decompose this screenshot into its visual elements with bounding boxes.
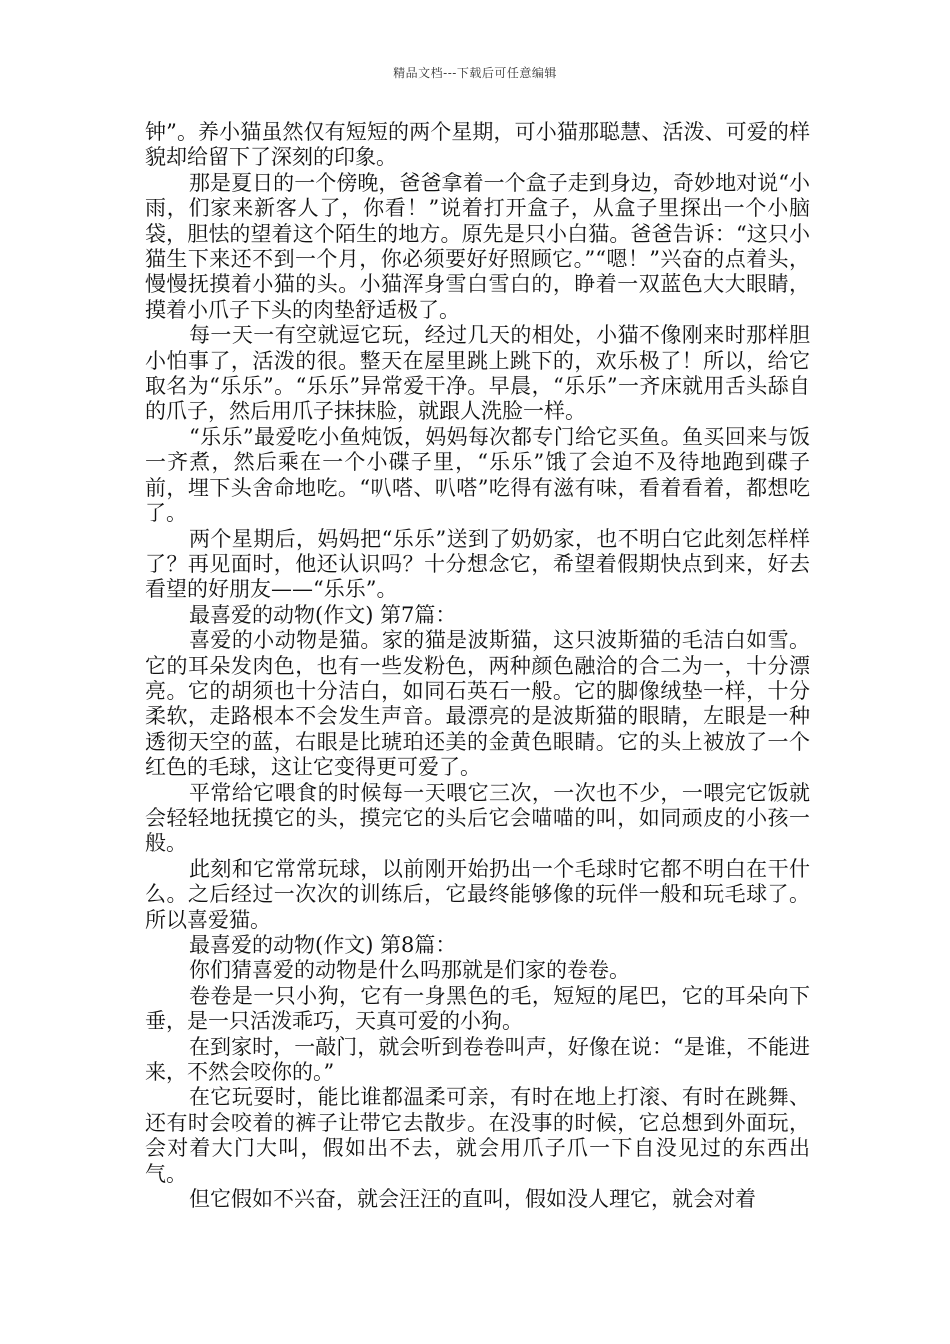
section-heading: 最喜爱的动物(作文) 第8篇： <box>189 933 457 957</box>
paragraph: 在到家时，一敲门，就会听到卷卷叫声，好像在说：“是谁，不能进来，不然会咬你的。” <box>145 1034 810 1085</box>
paragraph: 你们猜喜爱的动物是什么吗那就是们家的卷卷。 <box>189 958 630 983</box>
paragraph: 但它假如不兴奋，就会汪汪的直叫，假如没人理它，就会对着 <box>189 1187 756 1212</box>
paragraph: 平常给它喂食的时候每一天喂它三次，一次也不少，一喂完它饭就会轻轻地抚摸它的头，摸完它的头后它会喵喵的叫，如同顽皮的小孩一般。 <box>145 780 810 856</box>
paragraph: “乐乐”最爱吃小鱼炖饭，妈妈每次都专门给它买鱼。鱼买回来与饭一齐煮，然后乘在一个小碟子里，“乐乐”饿了会迫不及待地跑到碟子前，埋下头舍命地吃。“叭嗒、叭嗒”吃得有滋有味，看着看着，都想吃了。 <box>145 424 810 526</box>
page-header: 精品文档---下载后可任意编辑 <box>393 66 557 80</box>
paragraph: 每一天一有空就逗它玩，经过几天的相处，小猫不像刚来时那样胆小怕事了，活泼的很。整天在屋里跳上跳下的，欢乐极了！所以，给它取名为“乐乐”。“乐乐”异常爱干净。早晨，“乐乐”一齐床就用舌头舔自的爪子，然后用爪子抹抹脸，就跟人洗脸一样。 <box>145 323 810 424</box>
paragraph: 此刻和它常常玩球，以前刚开始扔出一个毛球时它都不明白在干什么。之后经过一次次的训练后，它最终能够像的玩伴一般和玩毛球了。所以喜爱猫。 <box>145 856 810 932</box>
section-heading: 最喜爱的动物(作文) 第7篇： <box>189 602 457 627</box>
paragraph: 卷卷是一只小狗，它有一身黑色的毛，短短的尾巴，它的耳朵向下垂，是一只活泼乖巧，天真可爱的小狗。 <box>145 983 810 1034</box>
document-body <box>145 120 810 1212</box>
paragraph: 钟”。养小猫虽然仅有短短的两个星期，可小猫那聪慧、活泼、可爱的样貌却给留下了深刻的印象。 <box>145 120 810 170</box>
paragraph: 在它玩耍时，能比谁都温柔可亲，有时在地上打滚、有时在跳舞、还有时会咬着的裤子让带它去散步。在没事的时候，它总想到外面玩，会对着大门大叫，假如出不去，就会用爪子爪一下自没见过的东西出气。 <box>145 1085 810 1186</box>
paragraph: 喜爱的小动物是猫。家的猫是波斯猫，这只波斯猫的毛洁白如雪。它的耳朵发肉色，也有一些发粉色，两种颜色融洽的合二为一，十分漂亮。它的胡须也十分洁白，如同石英石一般。它的脚像绒垫一样，十分柔软，走路根本不会发生声音。最漂亮的是波斯猫的眼睛，左眼是一种透彻天空的蓝，右眼是比琥珀还美的金黄色眼睛。它的头上被放了一个红色的毛球，这让它变得更可爱了。 <box>145 628 810 780</box>
paragraph: 两个星期后，妈妈把“乐乐”送到了奶奶家，也不明白它此刻怎样样了？再见面时，他还认识吗？十分想念它，希望着假期快点到来，好去看望的好朋友——“乐乐”。 <box>145 526 810 602</box>
paragraph: 那是夏日的一个傍晚，爸爸拿着一个盒子走到身边，奇妙地对说“小雨，们家来新客人了，你看！”说着打开盒子，从盒子里探出一个小脑袋，胆怯的望着这个陌生的地方。原先是只小白猫。爸爸告诉：“这只小猫生下来还不到一个月，你必须要好好照顾它。”“嗯！”兴奋的点着头，慢慢抚摸着小猫的头。小猫浑身雪白雪白的，睁着一双蓝色大大眼睛，摸着小爪子下头的肉垫舒适极了。 <box>145 170 810 322</box>
